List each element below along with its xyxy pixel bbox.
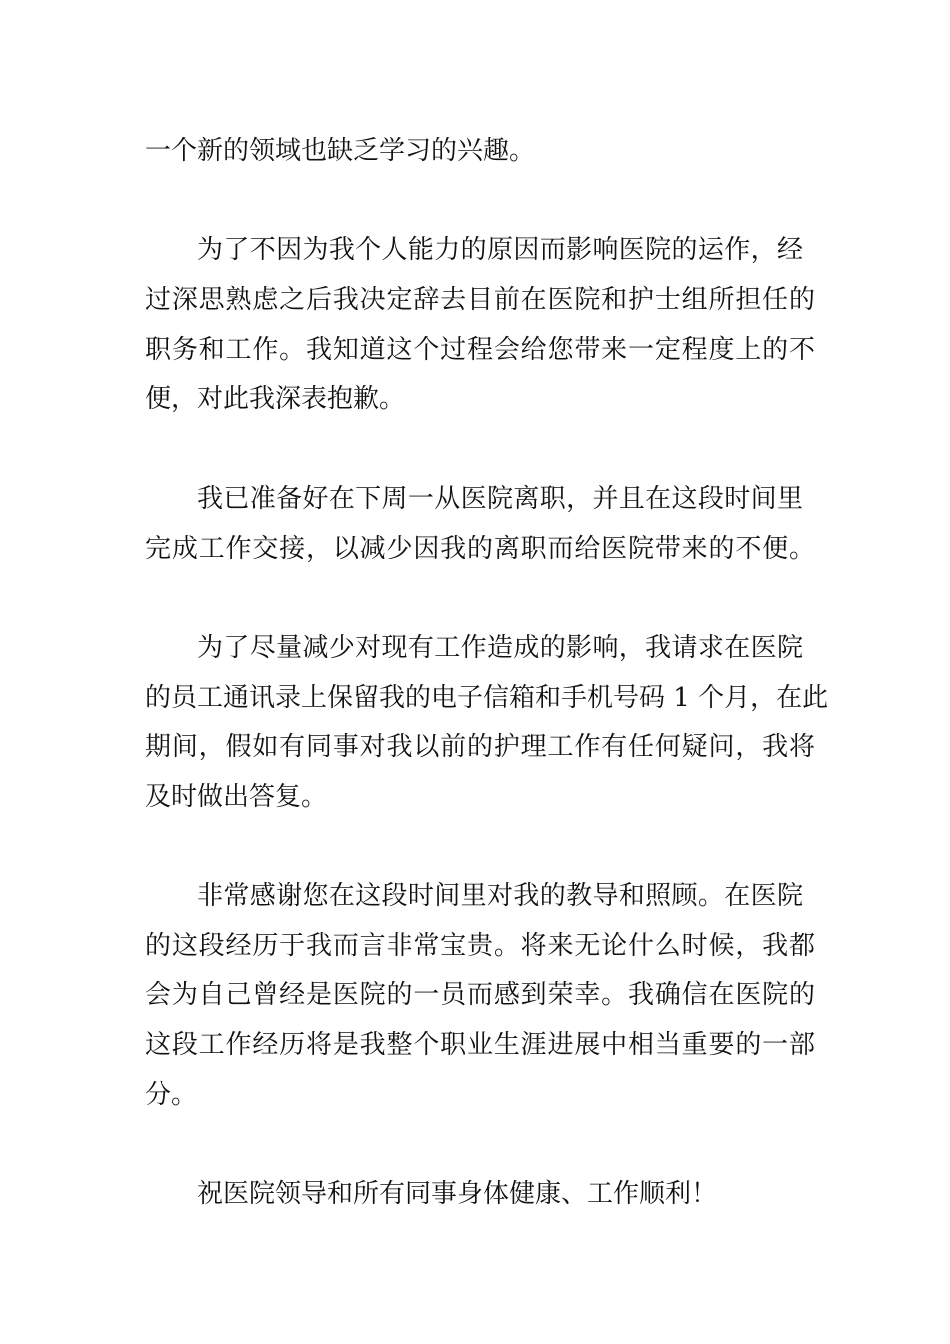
paragraph-line: 非常感谢您在这段时间里对我的教导和照顾。在医院 — [197, 881, 803, 911]
paragraph-line: 的这段经历于我而言非常宝贵。将来无论什么时候，我都 — [145, 931, 815, 961]
paragraph-line: 的员工通讯录上保留我的电子信箱和手机号码 1 个月，在此 — [145, 683, 829, 713]
paragraph-line: 及时做出答复。 — [145, 782, 328, 812]
paragraph-line: 过深思熟虑之后我决定辞去目前在医院和护士组所担任的 — [145, 285, 815, 315]
paragraph-line: 分。 — [145, 1080, 198, 1110]
paragraph-line: 为了不因为我个人能力的原因而影响医院的运作，经 — [197, 235, 803, 265]
paragraph-line: 一个新的领域也缺乏学习的兴趣。 — [145, 136, 536, 166]
paragraph-line: 我已准备好在下周一从医院离职，并且在这段时间里 — [197, 484, 803, 514]
paragraph-line: 便，对此我深表抱歉。 — [145, 384, 406, 414]
paragraph-line: 职务和工作。我知道这个过程会给您带来一定程度上的不 — [145, 335, 815, 365]
closing-line: 祝医院领导和所有同事身体健康、工作顺利！ — [197, 1179, 718, 1209]
paragraph-line: 为了尽量减少对现有工作造成的影响，我请求在医院 — [197, 633, 803, 663]
paragraph-line: 期间，假如有同事对我以前的护理工作有任何疑问，我将 — [145, 732, 815, 762]
paragraph-line: 完成工作交接，以减少因我的离职而给医院带来的不便。 — [145, 534, 815, 564]
paragraph-line: 这段工作经历将是我整个职业生涯进展中相当重要的一部 — [145, 1030, 815, 1060]
paragraph-line: 会为自己曾经是医院的一员而感到荣幸。我确信在医院的 — [145, 980, 815, 1010]
